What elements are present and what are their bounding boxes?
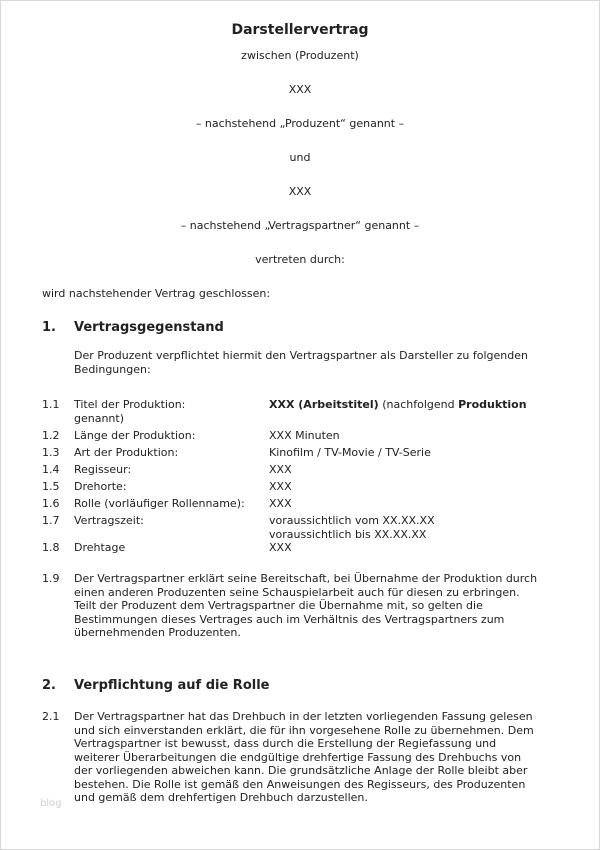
text-line: Der Vertragspartner hat das Drehbuch in der letzten vorliegenden Fassung gelesen [74, 710, 533, 723]
row-label: Rolle (vorläufiger Rollenname): [74, 497, 245, 510]
text-line: übernehmenden Produzenten. [74, 626, 241, 639]
party-line: XXX [288, 185, 312, 198]
party-line: – nachstehend „Vertragspartner“ genannt – [180, 219, 420, 232]
section-1-heading: Vertragsgegenstand [74, 320, 224, 335]
party-line: und [289, 151, 311, 164]
row-number: 1.6 [42, 497, 60, 510]
row-label: Drehtage [74, 541, 126, 554]
row-number: 1.8 [42, 541, 60, 554]
value-text: (nachfolgend [378, 398, 459, 411]
row-label: Art der Produktion: [74, 446, 179, 459]
label-line: Titel der Produktion: [74, 398, 186, 411]
clause-2-1 [74, 710, 534, 805]
text-line: Der Vertragspartner erklärt seine Bereitschaft, bei Übernahme der Produktion durch [74, 572, 538, 585]
party-line: vertreten durch: [255, 253, 345, 266]
document-title: Darstellervertrag [231, 22, 369, 38]
row-value [269, 398, 527, 412]
value-line: voraussichtlich vom XX.XX.XX [269, 514, 435, 527]
text-line: weiterer Überarbeitungen die endgültige drehfertige Fassung des Drehbuchs von [74, 750, 522, 764]
section-1-paragraph [74, 349, 528, 376]
row-value: Kinofilm / TV-Movie / TV-Serie [269, 446, 431, 459]
text-line: Teilt der Produzent dem Vertragspartner die Übernahme mit, so gelten die [74, 599, 483, 612]
row-number: 1.1 [42, 398, 60, 411]
row-value: XXX [269, 480, 292, 493]
row-value: XXX [269, 463, 292, 476]
text-line: und gemäß dem drehfertigen Drehbuch darzustellen. [74, 791, 368, 804]
row-number: 1.2 [42, 429, 60, 442]
row-label [74, 398, 185, 425]
row-value: XXX [269, 497, 292, 510]
row-value [269, 514, 435, 541]
row-number: 1.7 [42, 514, 60, 527]
text-line: Bestimmungen dieses Vertrages auch im Verhältnis des Vertragspartners zum [74, 612, 505, 626]
row-label: Regisseur: [74, 463, 132, 476]
watermark: blog [40, 798, 62, 809]
text-line: einen anderen Produzenten seine Schauspielarbeit auch für diesen zu erbringen. [74, 585, 520, 599]
row-number: 1.5 [42, 480, 60, 493]
text-line: Der Produzent verpflichtet hiermit den Vertragspartner als Darsteller zu folgenden [74, 349, 528, 362]
value-line: voraussichtlich bis XX.XX.XX [269, 527, 427, 541]
text-line: bestehen. Die Rolle ist gemäß den Anweisungen des Regisseurs, des Produzenten [74, 777, 526, 791]
party-line: – nachstehend „Produzent“ genannt – [195, 117, 405, 130]
value-bold: XXX (Arbeitstitel) [269, 398, 379, 411]
row-label: Vertragszeit: [74, 514, 144, 527]
text-line: Bedingungen: [74, 362, 151, 376]
section-1-number: 1. [42, 320, 56, 335]
text-line: und sich einverstanden erklärt, die für ihn vorgesehene Rolle zu übernehmen. Dem [74, 723, 534, 737]
value-bold: Produktion [458, 398, 527, 411]
text-line: der vorliegenden abweichen kann. Die grundsätzliche Anlage der Rolle bleibt aber [74, 764, 528, 777]
row-label: Länge der Produktion: [74, 429, 196, 442]
clause-number: 2.1 [42, 710, 60, 723]
clause-1-9 [74, 572, 537, 640]
row-value: XXX [269, 541, 292, 554]
section-2-heading: Verpflichtung auf die Rolle [74, 678, 270, 693]
intro-text: wird nachstehender Vertrag geschlossen: [42, 287, 271, 300]
party-line: zwischen (Produzent) [241, 49, 359, 62]
row-number: 1.4 [42, 463, 60, 476]
text-line: Vertragspartner ist bewusst, dass durch die Erstellung der Regiefassung und [74, 737, 497, 750]
label-line: genannt) [74, 411, 125, 425]
row-number: 1.3 [42, 446, 60, 459]
clause-number: 1.9 [42, 572, 60, 585]
row-label: Drehorte: [74, 480, 127, 493]
party-line: XXX [288, 83, 312, 96]
section-2-number: 2. [42, 678, 56, 693]
row-value: XXX Minuten [269, 429, 340, 442]
